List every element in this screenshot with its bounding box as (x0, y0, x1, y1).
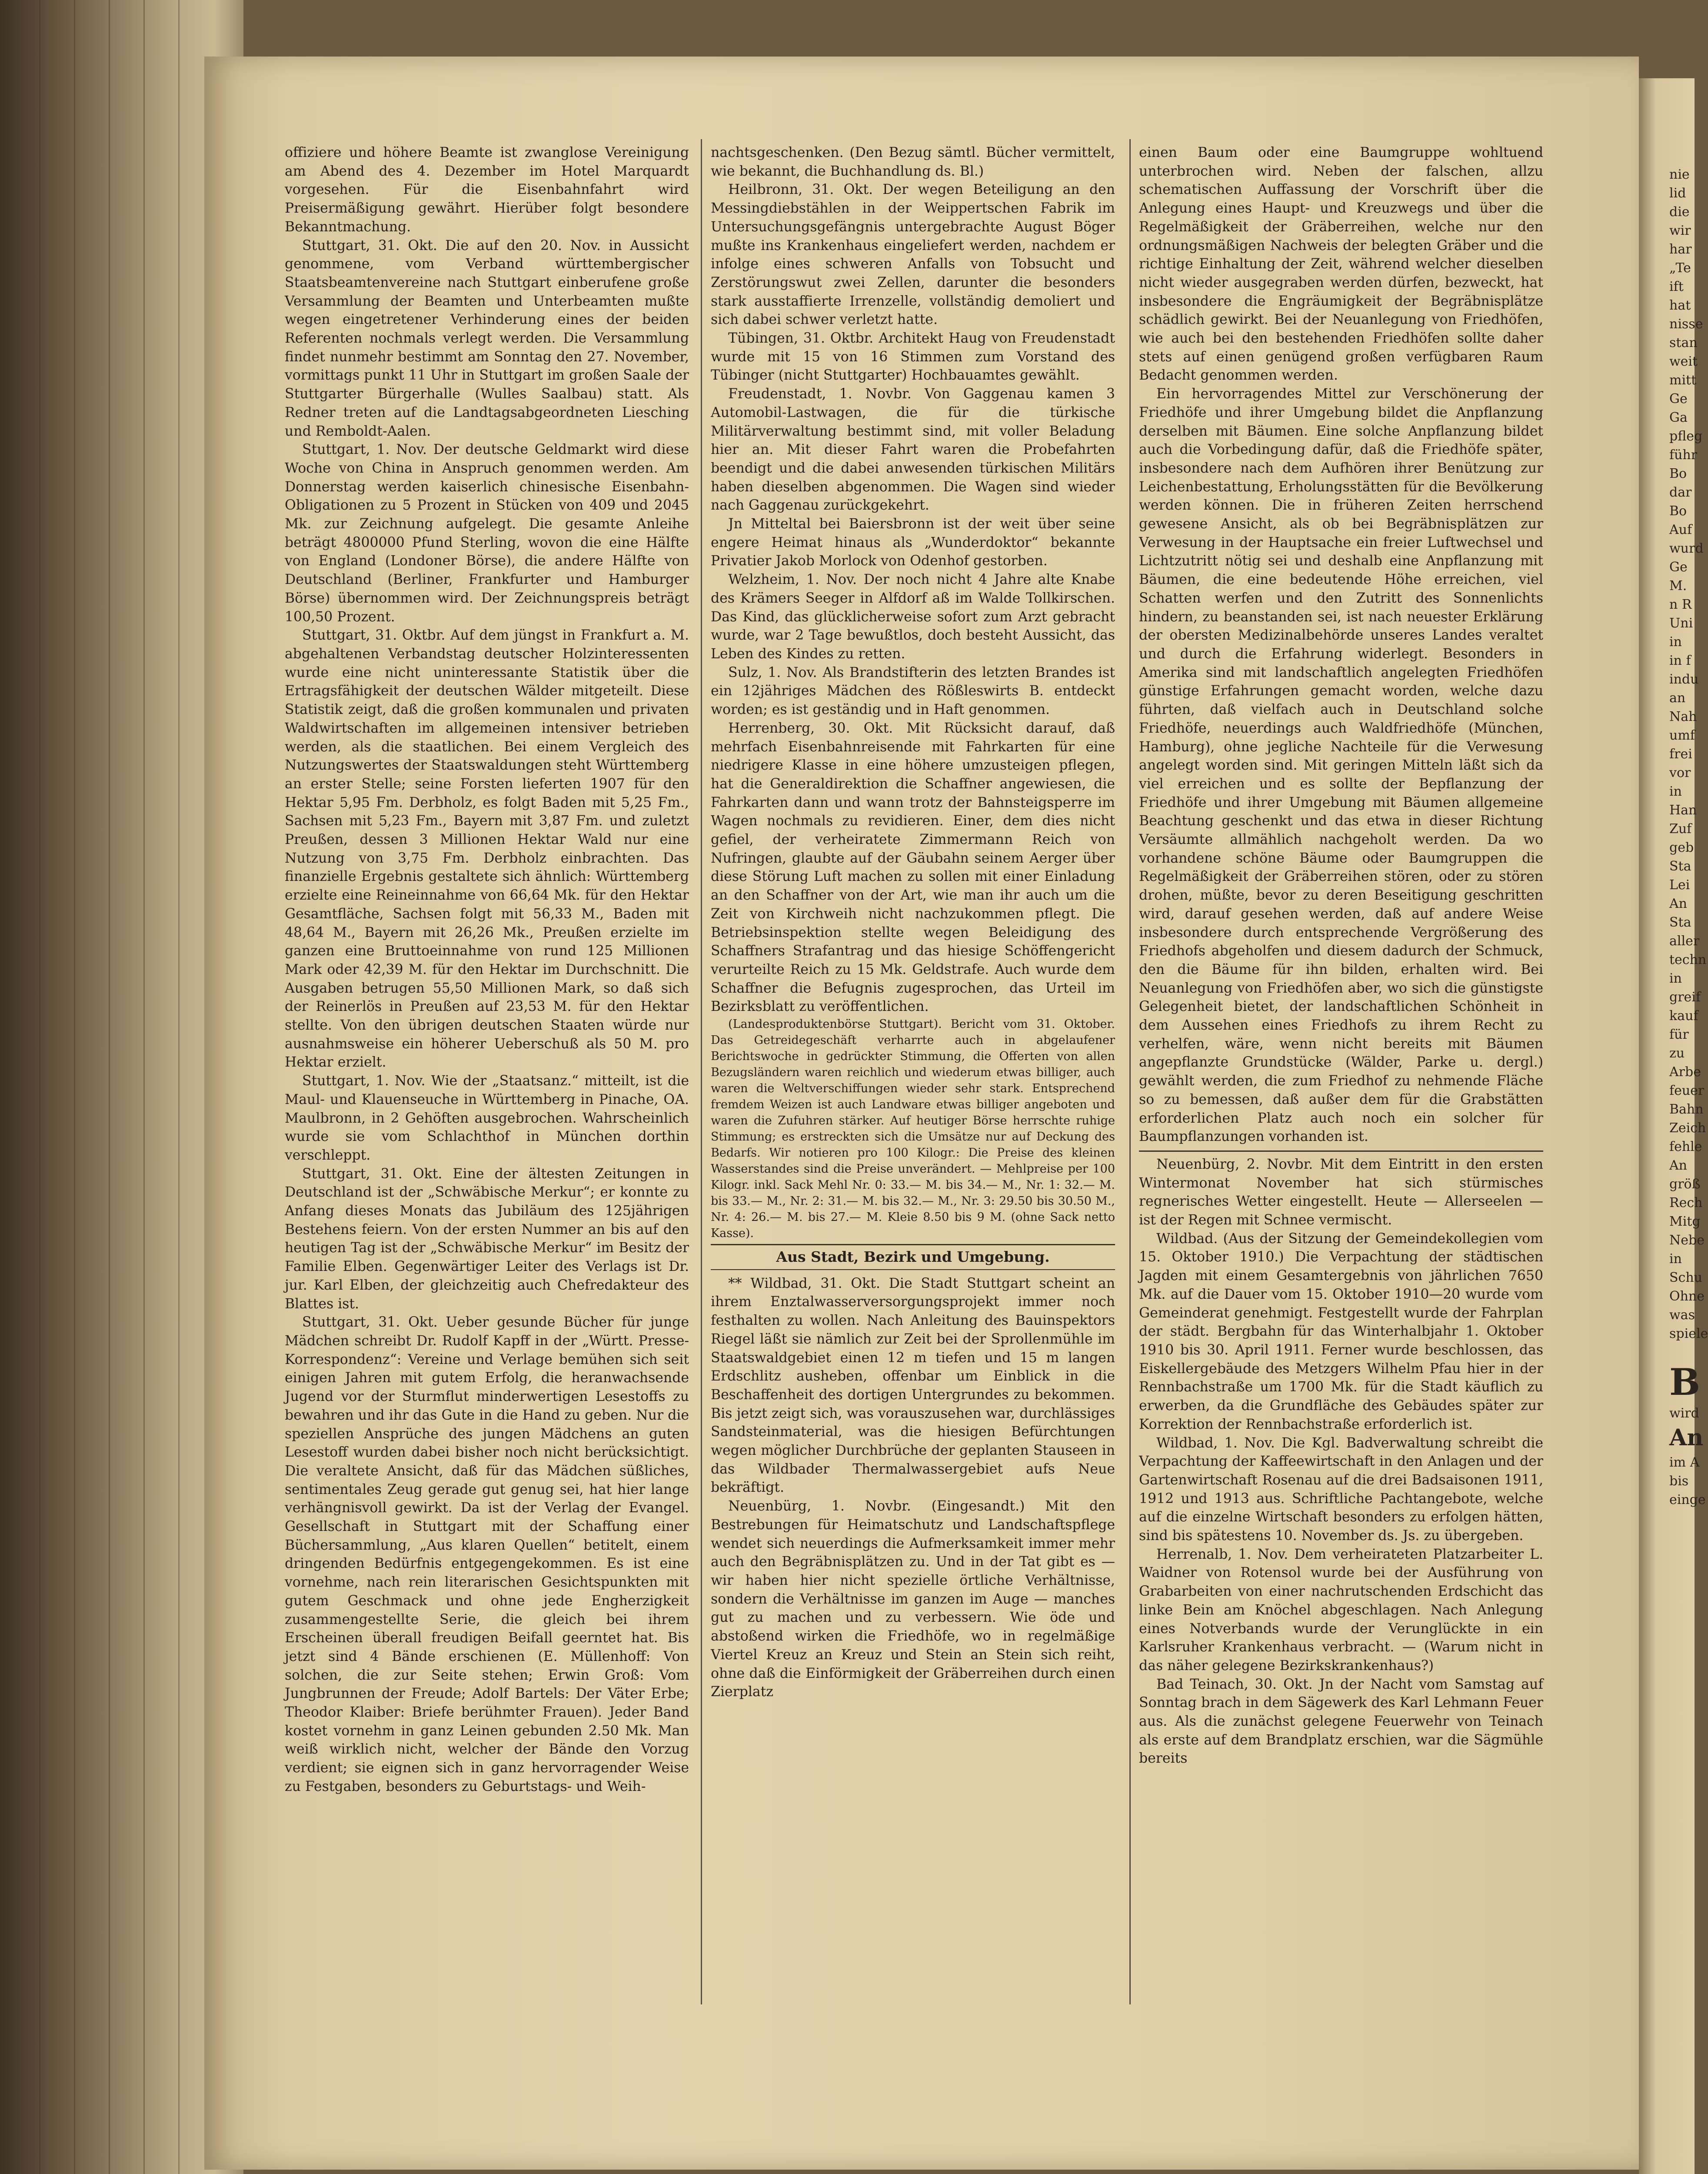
text-column-middle (711, 143, 1115, 2000)
text-column-right (1139, 143, 1543, 2000)
adjacent-page-word: An (1669, 1424, 1704, 1451)
adjacent-page-word: Ge (1669, 560, 1688, 575)
adjacent-page-word: größ (1669, 1177, 1701, 1192)
adjacent-page-word: kauf (1669, 1008, 1698, 1024)
adjacent-page-word: frei (1669, 747, 1692, 762)
adjacent-page-word: spiele (1669, 1326, 1708, 1341)
adjacent-page-word: Ge (1669, 391, 1688, 407)
adjacent-page-word: stan (1669, 335, 1698, 350)
article-paragraph: Jn Mitteltal bei Baiersbronn ist der weit über seine engere Heimat hinaus als „Wunderdoktor“ bekannte Privatier Jakob Morlock von Odenhof gestorben. (711, 516, 1115, 569)
article-paragraph: Stuttgart, 31. Okt. Ueber gesunde Bücher für junge Mädchen schreibt Dr. Rudolf Kapff in der „Württ. Presse-Korrespondenz“: Vereine und Verlage bemühen sich seit einigen Jahren mit gutem Erfolg, die heranwachsende Jugend vor der Sturmflut minderwertigen Lesestoffs zu bewahren und ihr das Gute in die Hand zu geben. Nur die speziellen Ansprüche des jungen Mädchens an guten Lesestoff wurden dabei bisher noch nicht berücksichtigt. Die veraltete Ansicht, daß für das Mädchen süßliches, sentimentales Zeug gerade gut genug sei, hat hier lange verhängnisvoll gewirkt. Da ist der Verlag der Evangel. Gesellschaft in Stuttgart mit der Schaffung einer Büchersammlung, „Aus klaren Quellen“ betitelt, einem dringenden Bedürfnis entgegengekommen. Es ist eine vornehme, nach rein literarischen Gesichtspunkten mit gutem Geschmack und ohne jede Engherzigkeit zusammengestellte Serie, die gleich bei ihrem Erscheinen überall freudigen Beifall geerntet hat. Bis jetzt sind 4 Bände erschienen (E. Müllenhoff: Von solchen, die zur Seite stehen; Erwin Groß: Vom Jungbrunnen der Freude; Adolf Bartels: Der Väter Erbe; Theodor Klaiber: Briefe berühmter Frauen). Jeder Band kostet vornehm in ganz Leinen gebunden 2.50 Mk. Man weiß wirklich nicht, welcher der Bände den Vorzug verdient; sie eignen sich in ganz hervorragender Weise zu Festgaben, besonders zu Geburtstags- und Weih- (285, 1314, 689, 1794)
adjacent-page-word: n R (1669, 597, 1692, 612)
adjacent-page-word: nisse (1669, 317, 1703, 332)
adjacent-page-word: im A (1669, 1455, 1700, 1470)
adjacent-page-word: weit (1669, 354, 1698, 369)
adjacent-page-word: M. (1669, 578, 1687, 594)
adjacent-page-word: Schu (1669, 1270, 1702, 1285)
article-paragraph: Wildbad. (Aus der Sitzung der Gemeindekollegien vom 15. Oktober 1910.) Die Verpachtung der städtischen Jagden mit einem Gesamtergebnis von jährlichen 7650 Mk. auf die Dauer vom 15. Oktober 1910—20 wurde vom Gemeinderat genehmigt. Festgestellt wurde der Fahrplan der städt. Bergbahn für das Winterhalbjahr 1. Oktober 1910 bis 30. April 1911. Ferner wurde beschlossen, das Eiskellergebäude des Metzgers Wilhelm Pfau hier in der Rennbachstraße um 1700 Mk. für die Stadt käuflich zu erwerben, da die Grundfläche des Gebäudes später zur Korrektion der Rennbachstraße erforderlich ist. (1139, 1230, 1543, 1432)
adjacent-page-word: ift (1669, 279, 1684, 294)
adjacent-page-word: Bo (1669, 503, 1687, 519)
adjacent-page-word: in (1669, 784, 1682, 799)
adjacent-page-word: dar (1669, 485, 1692, 500)
adjacent-page-word: Zuf (1669, 821, 1692, 837)
adjacent-page-word: feuer (1669, 1083, 1705, 1098)
adjacent-page-word: einge (1669, 1492, 1706, 1507)
article-paragraph: Stuttgart, 1. Nov. Der deutsche Geldmarkt wird diese Woche von China in Anspruch genommen werden. Am Donnerstag werden kaiserlich chinesische Eisenbahn-Obligationen zu 5 Prozent in Stücken von 409 und 2045 Mk. zur Zeichnung aufgelegt. Die gesamte Anleihe beträgt 4800000 Pfund Sterling, wovon die eine Hälfte von England (Londoner Börse), die andere Hälfte von Deutschland (Berliner, Frankfurter und Hamburger Börse) übernommen wird. Der Zeichnungspreis beträgt 100,50 Prozent. (285, 442, 689, 625)
text-column-left (285, 143, 689, 2000)
adjacent-page-word: wurd (1669, 541, 1704, 556)
adjacent-page-word: in (1669, 634, 1682, 650)
adjacent-page-word: „Te (1669, 260, 1691, 276)
adjacent-page-word: B (1669, 1360, 1700, 1404)
adjacent-page-word: zu (1669, 1046, 1685, 1061)
article-paragraph: einen Baum oder eine Baumgruppe wohltuend unterbrochen wird. Neben der falschen, allzu schematischen Auffassung der Vorschrift über die Anlegung eines Haupt- und Kreuzwegs und über die Regelmäßigkeit der Gräberreihen, welche nur den ordnungsmäßigen Nachweis der belegten Gräber und die richtige Einhaltung der Zeit, während welcher dieselben nicht wieder ausgegraben werden dürfen, bezweckt, hat insbesondere die Engräumigkeit der Begräbnisplätze schädlich gewirkt. Bei der Neuanlegung von Friedhöfen, wie auch bei den bestehenden Friedhöfen sollte daher stets auf einen genügend großen verfügbaren Raum Bedacht genommen werden. (1139, 145, 1543, 383)
article-paragraph: Sulz, 1. Nov. Als Brandstifterin des letzten Brandes ist ein 12jähriges Mädchen des Rößleswirts B. entdeckt worden; es ist geständig und in Haft genommen. (711, 664, 1115, 718)
column-divider (1129, 139, 1131, 2004)
adjacent-page-word: Auf (1669, 522, 1692, 537)
adjacent-page-word: Sta (1669, 915, 1691, 930)
adjacent-page-word: techn (1669, 952, 1707, 967)
adjacent-page-word: die (1669, 204, 1690, 220)
adjacent-page-word: führ (1669, 447, 1698, 463)
article-separator (1139, 1150, 1543, 1152)
article-paragraph: nachtsgeschenken. (Den Bezug sämtl. Bücher vermittelt, wie bekannt, die Buchhandlung ds. Bl.) (711, 145, 1115, 179)
article-paragraph: ** Wildbad, 31. Okt. Die Stadt Stuttgart scheint an ihrem Enztalwasserversorgungsprojekt immer noch festhalten zu wollen. Nach Anleitung des Bauinspektors Riegel läßt sie nämlich zur Zeit bei der Sprollenmühle im Staatswaldgebiet einen 12 m tiefen und 15 m langen Erdschlitz ausheben, offenbar um Einblick in die Beschaffenheit des dortigen Untergrundes zu bekommen. Bis jetzt zeigt sich, was vorauszusehen war, durchlässiges Sandsteinmaterial, was die hiesigen Befürchtungen wegen möglicher Durchbrüche der geplanten Stauseen in das Wildbader Thermalwassergebiet aufs Neue bekräftigt. (711, 1275, 1115, 1496)
adjacent-page-word: Ga (1669, 410, 1688, 425)
adjacent-page-word: nie (1669, 167, 1690, 182)
adjacent-page-word: Rech (1669, 1195, 1703, 1210)
article-paragraph: Heilbronn, 31. Okt. Der wegen Beteiligung an den Messingdiebstählen in der Weippertschen Fabrik im Untersuchungsgefängnis untergebrachte August Böger mußte ins Krankenhaus eingeliefert werden, nachdem er infolge eines schweren Anfalls von Tobsucht und Zerstörungswut zwei Zellen, darunter die besonders stark ausstaffierte Irrenzelle, vollständig demoliert und sich dabei schwer verletzt hatte. (711, 182, 1115, 328)
adjacent-page-word: Uni (1669, 616, 1693, 631)
adjacent-page-word: Mitg (1669, 1214, 1701, 1229)
article-paragraph: (Landesproduktenbörse Stuttgart). Bericht vom 31. Oktober. Das Getreidegeschäft verharrte auch in abgelaufener Berichtswoche in gedrückter Stimmung, die Offerten von allen Bezugsländern waren reichlich und wiederum etwas billiger, auch waren die Weltverschiffungen wieder sehr stark. Entsprechend fremdem Weizen ist auch Landware etwas billiger angeboten und waren die Zufuhren stärker. Auf heutiger Börse herrschte ruhige Stimmung; es erstreckten sich die Umsätze nur auf Deckung des Bedarfs. Wir notieren pro 100 Kilogr.: Die Preise des kleinen Wasserstandes sind die Preise unverändert. — Mehlpreise per 100 Kilogr. inkl. Sack Mehl Nr. 0: 33.— M. bis 34.— M., Nr. 1: 32.— M. bis 33.— M., Nr. 2: 31.— M. bis 32.— M., Nr. 3: 29.50 bis 30.50 M., Nr. 4: 26.— M. bis 27.— M. Kleie 8.50 bis 9 M. (ohne Sack netto Kasse). (711, 1017, 1115, 1240)
article-paragraph: Stuttgart, 1. Nov. Wie der „Staatsanz.“ mitteilt, ist die Maul- und Klauenseuche in Württemberg in Pinache, OA. Maulbronn, in 2 Gehöften ausgebrochen. Wahrscheinlich wurde sie vom Schlachthof in München dorthin verschleppt. (285, 1073, 689, 1163)
adjacent-page-word: Han (1669, 803, 1697, 818)
adjacent-page-word: Bahn (1669, 1102, 1704, 1117)
adjacent-page-word: Arbe (1669, 1064, 1701, 1080)
article-paragraph: Neuenbürg, 1. Novbr. (Eingesandt.) Mit den Bestrebungen für Heimatschutz und Landschaftspflege wendet sich neuerdings die Aufmerksamkeit immer mehr auch den Begräbnisplätzen zu. Und in der Tat gibt es — wir haben hier nicht spezielle örtliche Verhältnisse, sondern die Verhältnisse im ganzen im Auge — manches gut zu machen und zu verbessern. Wie öde und abstoßend wirken die Friedhöfe, wo in regelmäßige Viertel Kreuz an Kreuz und Stein an Stein sich reiht, ohne daß die Einförmigkeit der Gräberreihen durch einen Zierplatz (711, 1498, 1115, 1700)
column-divider (701, 139, 702, 2004)
adjacent-page-word: Sta (1669, 859, 1691, 874)
article-paragraph: Stuttgart, 31. Oktbr. Auf dem jüngst in Frankfurt a. M. abgehaltenen Verbandstag deutscher Holzinteressenten wurde eine nicht uninteressante Statistik über die Ertragsfähigkeit der deutschen Wälder mitgeteilt. Diese Statistik zeigt, daß die großen kommunalen und privaten Waldwirtschaften im allgemeinen intensiver betrieben werden, als die staatlichen. Bei einem Vergleich des Nutzungswertes der Staatswaldungen steht Württemberg an erster Stelle; seine Forsten lieferten 1907 für den Hektar 5,95 Fm. Derbholz, es folgt Baden mit 5,25 Fm., Sachsen mit 5,23 Fm., Bayern mit 3,87 Fm. und zuletzt Preußen, dessen 3 Millionen Hektar Wald nur eine Nutzung von 3,75 Fm. Derbholz einbrachten. Das finanzielle Ergebnis gestaltete sich ähnlich: Württemberg erzielte eine Reineinnahme von 66,64 Mk. für den Hektar Gesamtfläche, Sachsen folgt mit 56,33 M., Baden mit 48,64 M., Bayern mit 26,26 Mk., Preußen erzielte im ganzen eine Bruttoeinnahme von rund 125 Millionen Mark oder 42,39 M. für den Hektar im Durchschnitt. Die Ausgaben betrugen 55,50 Millionen Mark, so daß sich der Reinerlös in Preußen auf 23,53 M. für den Hektar stellte. Von den übrigen deutschen Staaten würde nur ausnahmsweise ein höherer Ueberschuß als 50 M. pro Hektar erzielt. (285, 627, 689, 1070)
article-paragraph: Bad Teinach, 30. Okt. Jn der Nacht vom Samstag auf Sonntag brach in dem Sägewerk des Karl Lehmann Feuer aus. Als die zunächst gelegene Feuerwehr von Teinach als erste auf dem Brandplatz erschien, war die Sägmühle bereits (1139, 1676, 1543, 1767)
adjacent-page-word: greif (1669, 990, 1701, 1005)
adjacent-page-word: har (1669, 242, 1692, 257)
adjacent-page-word: Zeich (1669, 1120, 1706, 1136)
article-paragraph: Freudenstadt, 1. Novbr. Von Gaggenau kamen 3 Automobil-Lastwagen, die für die türkische Militärverwaltung bestimmt sind, mit voller Beladung hier an. Mit dieser Fahrt waren die Probefahrten beendigt und die dabei anwesenden türkischen Militärs haben dieselben abgenommen. Die Wagen sind wieder nach Gaggenau zurückgekehrt. (711, 386, 1115, 513)
adjacent-page-word: Bo (1669, 466, 1687, 481)
adjacent-page-word: hat (1669, 298, 1691, 313)
adjacent-page-word: in (1669, 971, 1682, 986)
adjacent-page-word: umf (1669, 728, 1695, 743)
section-heading: Aus Stadt, Bezirk und Umgebung. (711, 1244, 1115, 1270)
article-paragraph: Herrenberg, 30. Okt. Mit Rücksicht darauf, daß mehrfach Eisenbahnreisende mit Fahrkarten für eine niedrigere Klasse in eine höhere umzusteigen pflegen, hat die Generaldirektion die Schaffner angewiesen, die Fahrkarten dann und wann trotz der Bahnsteigsperre im Wagen nochmals zu revidieren. Einer, dem dies nicht gefiel, der verheiratete Zimmermann Reich von Nufringen, glaubte auf der Gäubahn seinem Aerger über diese Störung Luft machen zu sollen mit einer Einladung an den Schaffner von der Art, wie man ihr auch um die Zeit von Kirchweih nicht nachzukommen pflegt. Die Betriebsinspektion stellte wegen Beleidigung des Schaffners Strafantrag und das hiesige Schöffengericht verurteilte Reich zu 15 Mk. Geldstrafe. Auch wurde dem Schaffner die Befugnis zugesprochen, das Urteil im Bezirksblatt zu veröffentlichen. (711, 720, 1115, 1015)
adjacent-page-word: pfleg (1669, 429, 1703, 444)
adjacent-page-word: was (1669, 1307, 1695, 1323)
adjacent-page-word: an (1669, 690, 1686, 706)
adjacent-page-word: Ohne (1669, 1289, 1705, 1304)
article-paragraph: Stuttgart, 31. Okt. Eine der ältesten Zeitungen in Deutschland ist der „Schwäbische Merkur“; er konnte zu Anfang dieses Monats das Jubiläum des 125jährigen Bestehens feiern. Von der ersten Nummer an bis auf den heutigen Tag ist der „Schwäbische Merkur“ im Besitz der Familie Elben. Gegenwärtiger Leiter des Verlags ist Dr. jur. Karl Elben, der gleichzeitig auch Chefredakteur des Blattes ist. (285, 1166, 689, 1312)
article-paragraph: Wildbad, 1. Nov. Die Kgl. Badverwaltung schreibt die Verpachtung der Kaffeewirtschaft in den Anlagen und der Gartenwirtschaft Rosenau auf die drei Badsaisonen 1911, 1912 und 1913 aus. Schriftliche Pachtangebote, welche auf die einzelne Wirtschaft besonders zu erfolgen hätten, sind bis spätestens 10. November ds. Js. zu übergeben. (1139, 1435, 1543, 1544)
adjacent-page-word: geb (1669, 840, 1694, 855)
article-paragraph: Neuenbürg, 2. Novbr. Mit dem Eintritt in den ersten Wintermonat November hat sich stürmisches regnerisches Wetter eingestellt. Heute — Allerseelen — ist der Regen mit Schnee vermischt. (1139, 1156, 1543, 1228)
adjacent-page-word: Nebe (1669, 1233, 1705, 1248)
article-paragraph: Herrenalb, 1. Nov. Dem verheirateten Platzarbeiter L. Waidner von Rotensol wurde bei der Ausführung von Grabarbeiten von einer nachrutschenden Erdschicht das linke Bein am Knöchel abgeschlagen. Nach Anlegung eines Notverbands wurde der Verunglückte in ein Karlsruher Krankenhaus verbracht. — (Warum nicht in das näher gelegene Bezirkskrankenhaus?) (1139, 1546, 1543, 1674)
adjacent-page-word: An (1669, 1158, 1687, 1173)
adjacent-page-word: in f (1669, 653, 1691, 668)
adjacent-page-word: bis (1669, 1474, 1689, 1489)
adjacent-page-word: wir (1669, 223, 1691, 238)
article-paragraph: offiziere und höhere Beamte ist zwanglose Vereinigung am Abend des 4. Dezember im Hotel Marquardt vorgesehen. Für die Eisenbahnfahrt wird Preisermäßigung gewährt. Hierüber folgt besondere Bekanntmachung. (285, 145, 689, 235)
adjacent-page-word: lid (1669, 186, 1686, 201)
adjacent-page-word: in (1669, 1251, 1682, 1267)
adjacent-page-word: An (1669, 896, 1687, 911)
adjacent-page-word: fehle (1669, 1139, 1702, 1154)
article-paragraph: Stuttgart, 31. Okt. Die auf den 20. Nov. in Aussicht genommene, vom Verband württembergischer Staatsbeamtenvereine nach Stuttgart einberufene große Versammlung der Beamten und Unterbeamten mußte wegen eingetretener Verhinderung eines der beiden Referenten nochmals verlegt werden. Die Versammlung findet nunmehr bestimmt am Sonntag den 27. November, vormittags punkt 11 Uhr in Stuttgart im großen Saale der Stuttgarter Bürgerhalle (Wulles Saalbau) statt. Als Redner treten auf die Landtagsabgeordneten Liesching und Remboldt-Aalen. (285, 237, 689, 439)
adjacent-page-word: mitt (1669, 373, 1697, 388)
adjacent-page-word: indu (1669, 672, 1699, 687)
article-paragraph: Welzheim, 1. Nov. Der noch nicht 4 Jahre alte Knabe des Krämers Seeger in Alfdorf aß im Walde Tollkirschen. Das Kind, das glücklicherweise sofort zum Arzt gebracht wurde, war 2 Tage bewußtlos, doch besteht Aussicht, das Leben des Kindes zu retten. (711, 572, 1115, 662)
adjacent-page-word: aller (1669, 934, 1700, 949)
adjacent-page-word: Nah (1669, 709, 1697, 724)
adjacent-page-word: Lei (1669, 877, 1690, 893)
article-paragraph: Tübingen, 31. Oktbr. Architekt Haug von Freudenstadt wurde mit 15 von 16 Stimmen zum Vorstand des Tübinger (nicht Stuttgarter) Hochbauamtes gewählt. (711, 330, 1115, 383)
article-paragraph: Ein hervorragendes Mittel zur Verschönerung der Friedhöfe und ihrer Umgebung bildet die Anpflanzung derselben mit Bäumen. Eine solche Anpflanzung bildet auch die Vorbedingung dafür, daß die Friedhöfe später, insbesondere nach dem Aufhören ihrer Benützung zur Leichenbestattung, Erholungsstätten für die Bevölkerung werden können. Die in früheren Zeiten herrschend gewesene Ansicht, als ob bei Begräbnisplätzen zur Verwesung in der Hauptsache ein freier Luftwechsel und Lichtzutritt nötig sei und deshalb eine Anpflanzung mit Bäumen, die eine bedeutende Höhe erreichen, viel Schatten werfen und den Zutritt des Sonnenlichts hindern, zu beanstanden sei, ist nach neuester Erklärung der obersten Medizinalbehörde unseres Landes veraltet und durch die Erfahrung widerlegt. Besonders in Amerika sind mit landschaftlich angelegten Friedhöfen günstige Erfahrungen gemacht worden, welche dazu führten, daß vielfach auch in Deutschland solche Friedhöfe, neuerdings auch Waldfriedhöfe (München, Hamburg), ohne jegliche Nachteile für die Verwesung angelegt worden sind. Mit geringen Mitteln läßt sich da viel erreichen und es sollte der Bepflanzung der Friedhöfe und ihrer Umgebung mit Bäumen allgemeine Beachtung geschenkt und das etwa in dieser Richtung Versäumte allmählich nachgeholt werden. Da wo vorhandene schöne Bäume oder Baumgruppen die Regelmäßigkeit der Gräberreihen stören, oder zu stören drohen, müßte, bevor zu deren Beseitigung geschritten wird, darauf gesehen werden, daß auf andere Weise insbesondere durch entsprechende Vergrößerung des Friedhofs abgeholfen und diesem dadurch der Schmuck, den die Bäume für ihn bilden, erhalten wird. Bei Neuanlegung von Friedhöfen aber, wo sich die günstigste Gelegenheit bietet, der landschaftlichen Schönheit in dem Aussehen eines Friedhofs zu ihrem Recht zu verhelfen, wäre, wenn nicht bereits mit Bäumen angepflanzte Grundstücke (Wälder, Parke u. dergl.) gewählt werden, die zum Friedhof zu nehmende Fläche so zu bemessen, daß außer dem für die Grabstätten erforderlichen Platz auch noch ein solcher für Baumpflanzungen vorhanden ist. (1139, 386, 1543, 1145)
adjacent-page-fragments (1669, 165, 1708, 1861)
adjacent-page-word: für (1669, 1027, 1689, 1042)
adjacent-page-word: wird (1669, 1406, 1699, 1421)
adjacent-page-word: vor (1669, 765, 1691, 780)
